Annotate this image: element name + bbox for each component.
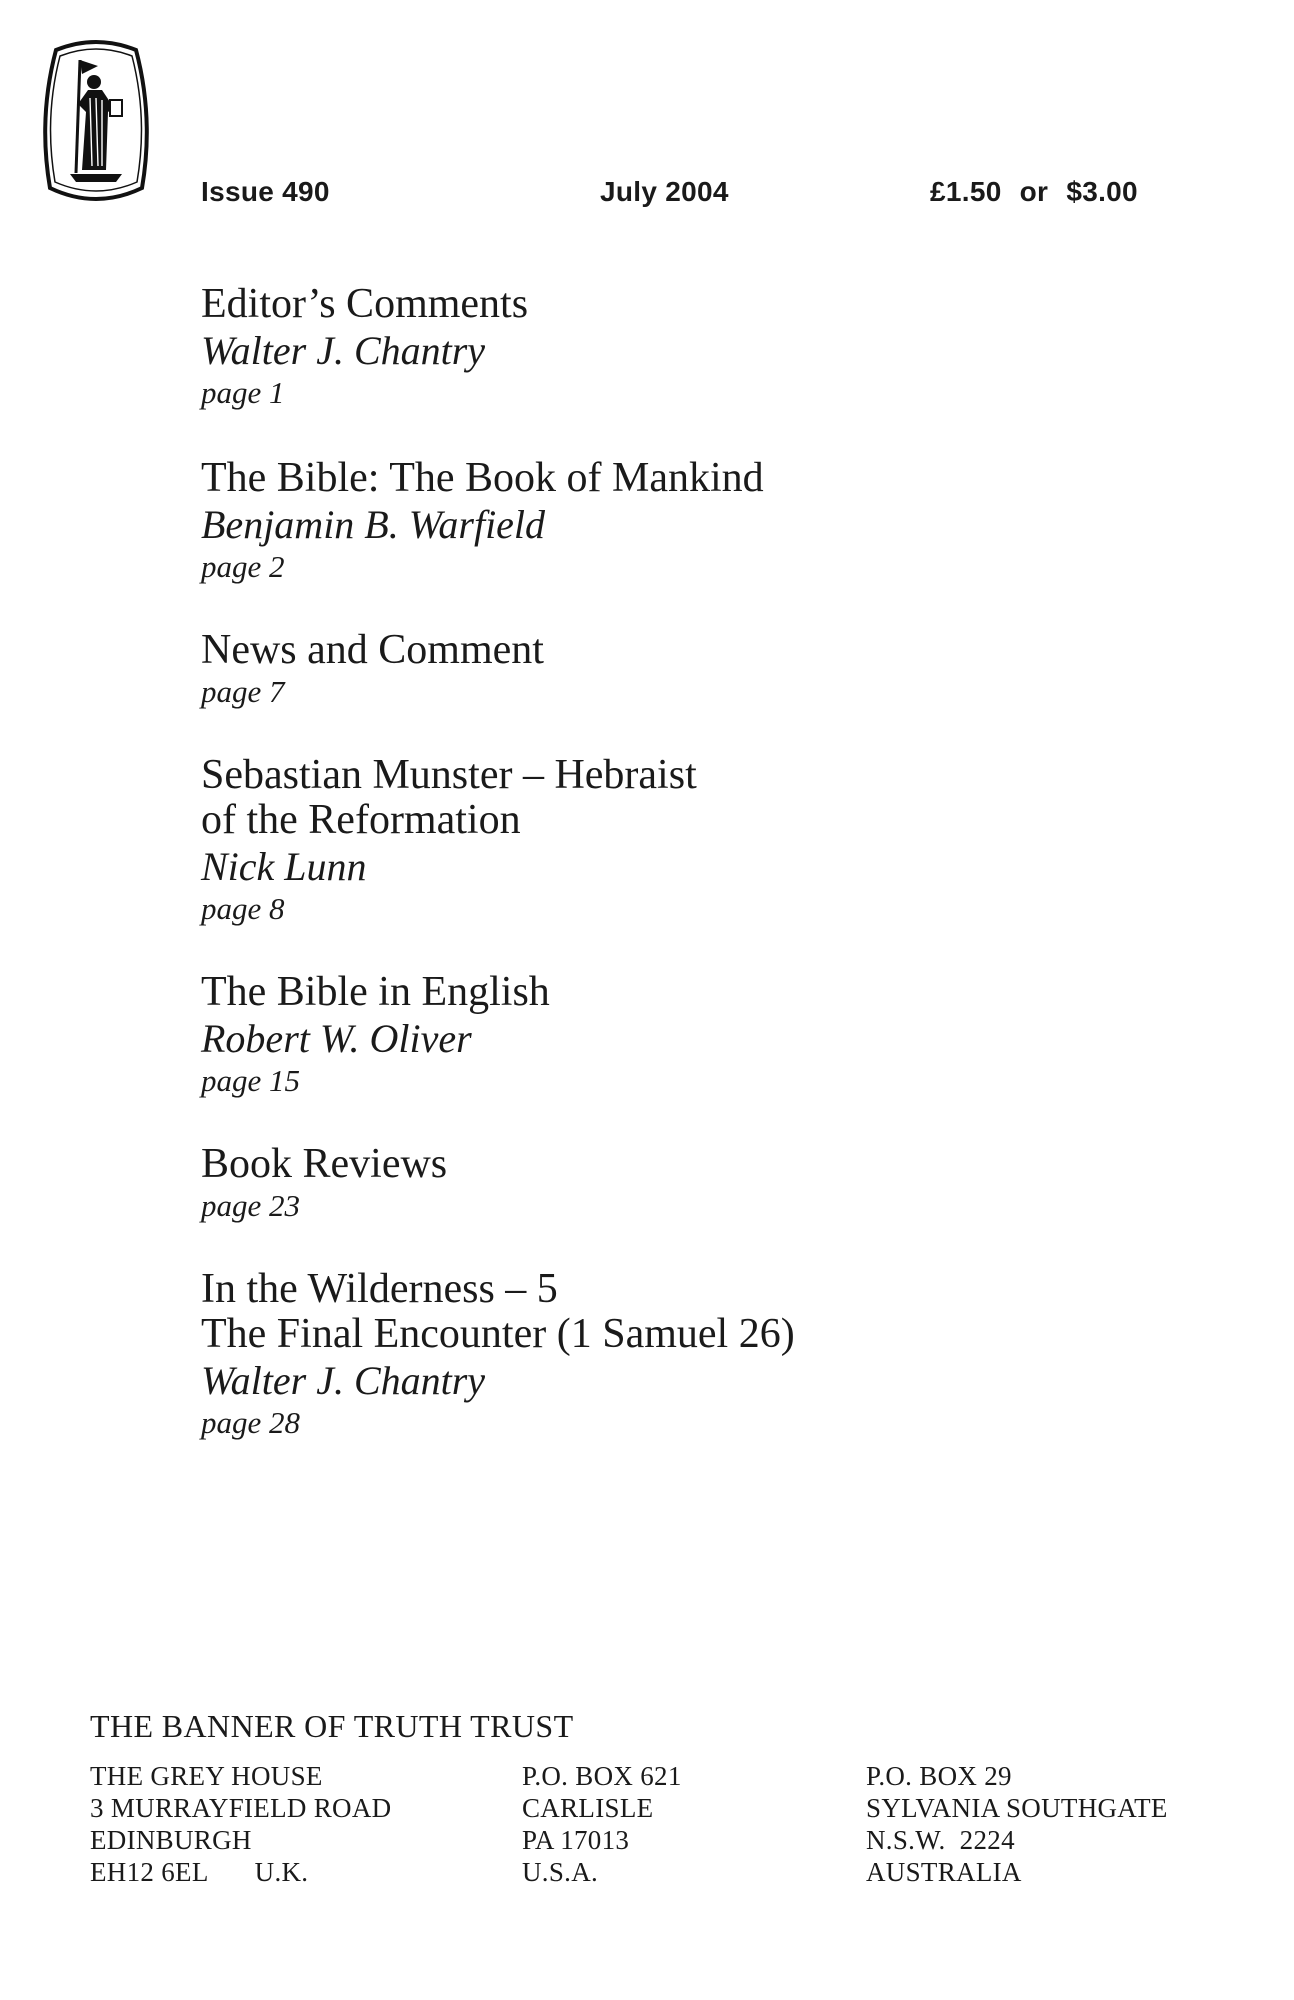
address-country: U.K. — [254, 1857, 309, 1887]
entry-title: The Bible: The Book of Mankind — [201, 455, 764, 501]
address-line: SYLVANIA SOUTHGATE — [866, 1793, 1168, 1823]
entry-title: The Bible in English — [201, 969, 550, 1015]
address-line: N.S.W. 2224 — [866, 1825, 1015, 1855]
entry-title: Book Reviews — [201, 1141, 448, 1187]
issue-price: £1.50 or $3.00 — [930, 176, 1138, 207]
issue-date: July 2004 — [600, 176, 729, 207]
banner-of-truth-logo — [36, 38, 156, 208]
address-australia — [866, 1760, 1168, 1888]
address-line: U.S.A. — [522, 1857, 599, 1887]
entry-author: Robert W. Oliver — [201, 1016, 472, 1061]
address-postcode: EH12 6EL — [90, 1857, 209, 1887]
address-line: PA 17013 — [522, 1825, 630, 1855]
toc-entry-book-reviews[interactable] — [201, 1142, 1201, 1225]
toc-entry-sebastian-munster[interactable] — [201, 753, 1201, 928]
toc-entry-bible-in-english[interactable] — [201, 970, 1201, 1100]
entry-author: Benjamin B. Warfield — [201, 502, 546, 547]
address-line — [90, 1856, 391, 1888]
address-line: P.O. BOX 29 — [866, 1761, 1012, 1791]
issue-number: Issue 490 — [201, 176, 330, 207]
entry-page: page 7 — [201, 674, 285, 709]
publisher-name: THE BANNER OF TRUTH TRUST — [90, 1708, 574, 1744]
table-of-contents — [201, 282, 1201, 1442]
address-line: 3 MURRAYFIELD ROAD — [90, 1793, 392, 1823]
toc-entry-news-and-comment[interactable] — [201, 628, 1201, 711]
address-line: EDINBURGH — [90, 1825, 252, 1855]
address-line: AUSTRALIA — [866, 1857, 1022, 1887]
entry-page: page 8 — [201, 891, 285, 926]
address-uk — [90, 1760, 391, 1888]
entry-author: Walter J. Chantry — [201, 328, 486, 373]
entry-author: Nick Lunn — [201, 844, 367, 889]
address-line: CARLISLE — [522, 1793, 654, 1823]
toc-entry-in-the-wilderness[interactable] — [201, 1267, 1201, 1442]
entry-page: page 15 — [201, 1063, 301, 1098]
entry-title: Sebastian Munster – Hebraist of the Reformation — [201, 752, 697, 843]
address-line: P.O. BOX 621 — [522, 1761, 682, 1791]
entry-page: page 28 — [201, 1405, 301, 1440]
entry-author: Walter J. Chantry — [201, 1358, 486, 1403]
entry-page: page 23 — [201, 1188, 301, 1223]
address-usa — [522, 1760, 682, 1888]
entry-title: Editor’s Comments — [201, 281, 529, 327]
address-line: THE GREY HOUSE — [90, 1761, 323, 1791]
toc-entry-editors-comments[interactable] — [201, 282, 1201, 412]
toc-entry-bible-book-of-mankind[interactable] — [201, 456, 1201, 586]
entry-page: page 2 — [201, 549, 285, 584]
logo-figure-icon — [36, 38, 156, 208]
entry-title: News and Comment — [201, 627, 544, 673]
entry-title: In the Wilderness – 5 The Final Encounter (1 Samuel 26) — [201, 1266, 795, 1357]
entry-page: page 1 — [201, 375, 285, 410]
